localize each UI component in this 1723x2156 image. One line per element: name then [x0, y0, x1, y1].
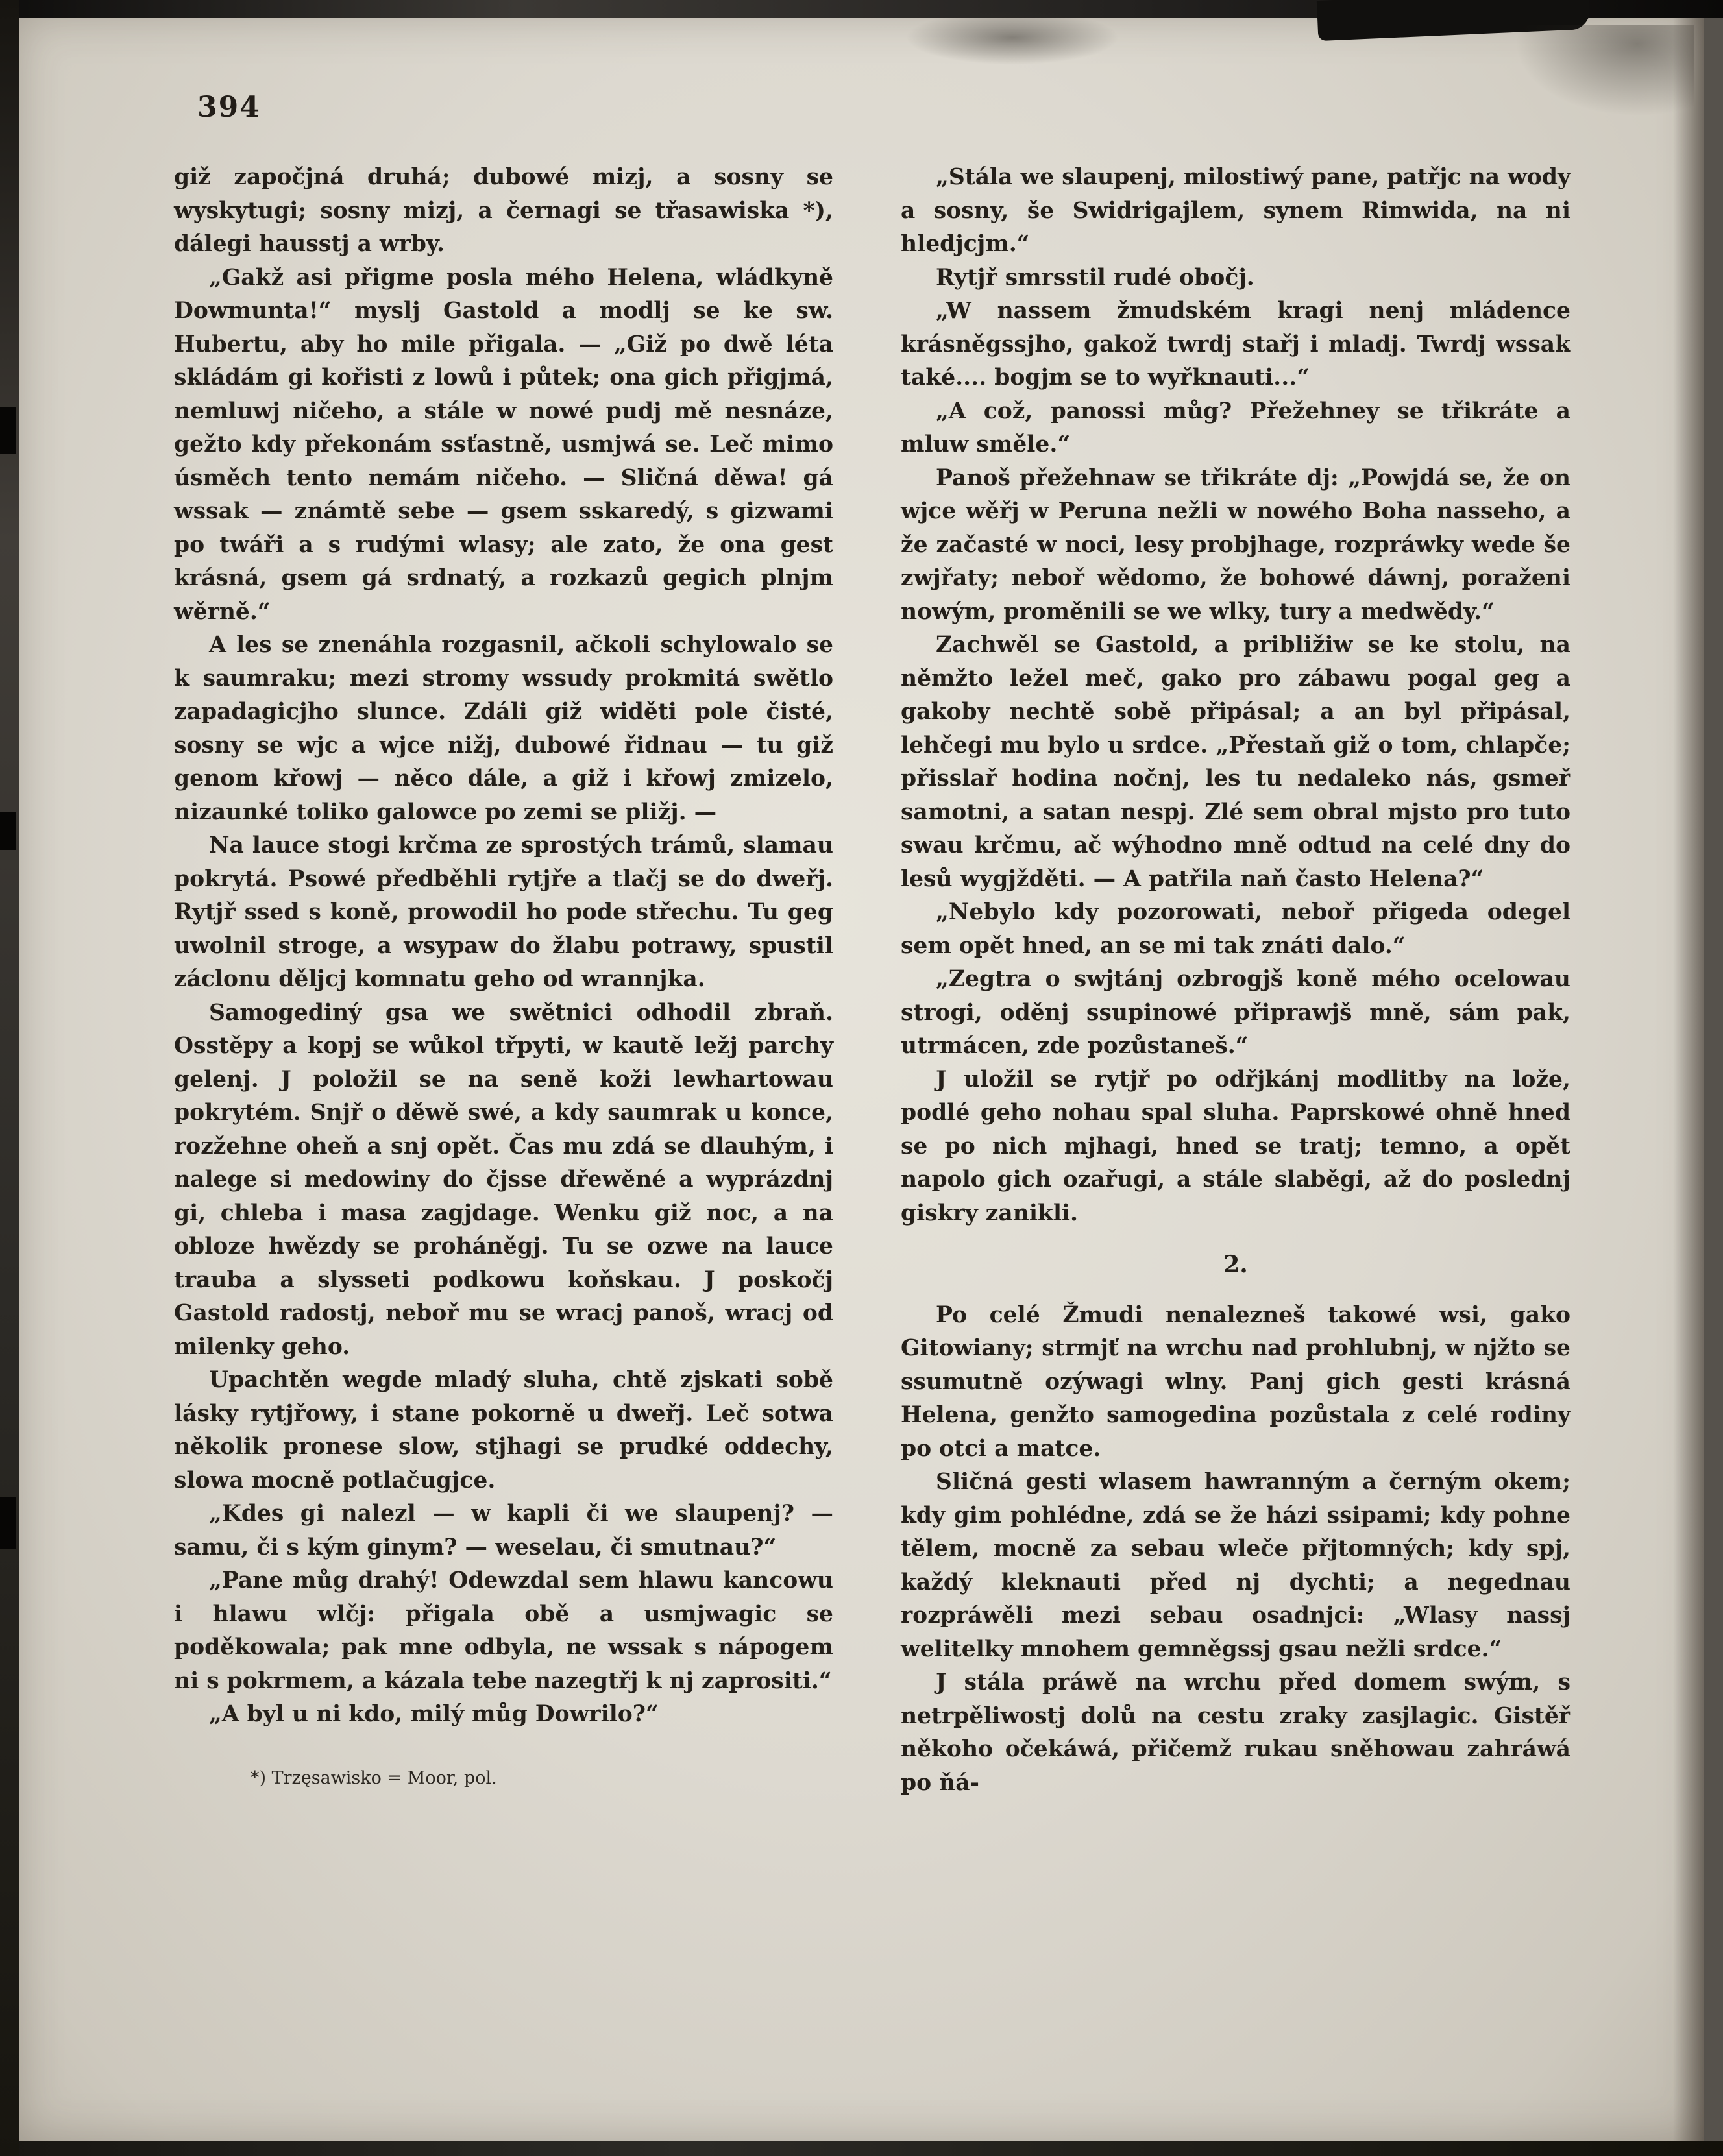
paragraph: „Kdes gi nalezl — w kapli či we slaupenj? — samu, či s kým ginym? — weselau, či smutnau?“: [174, 1501, 833, 1560]
paragraph: „A což, panossi můg? Přežehney se třikráte a mluw směle.“: [901, 398, 1570, 457]
paragraph: A les se znenáhla rozgasnil, ačkoli schylowalo se k saumraku; mezi stromy wssudy prokmitá swětlo zapadagicjho slunce. Zdáli giž widěti pole čisté, sosny se wjc a wjce nižj, dubowé řidnau — tu giž genom křowj — něco dále, a giž i křowj zmizelo, nizaunké toliko galowce po zemi se pližj. —: [174, 632, 833, 825]
paragraph: Upachtěn wegde mladý sluha, chtě zjskati sobě lásky rytjřowy, i stane pokorně u dweřj. Leč sotwa několik pronese slow, stjhagi se prudké oddechy, slowa mocně potlačugjce.: [174, 1367, 833, 1494]
paragraph: Zachwěl se Gastold, a približiw se ke stolu, na němžto ležel meč, gako pro zábawu pogal geg a gakoby nechtě sobě připásal; a an byl připásal, lehčegi mu bylo u srdce. „Přestaň giž o tom, chlapče; přisslař hodina nočnj, les tu nedaleko nás, gsmeř samotni, a satan nespj. Zlé sem obral mjsto pro tuto swau krčmu, ač wýhodno mně odtud na celé dny do lesů wygjžděti. — A patřila naň často Helena?“: [901, 632, 1570, 892]
paragraph: J uložil se rytjř po odřjkánj modlitby na lože, podlé geho nohau spal sluha. Paprskowé ohně hned se po nich mjhagi, hned se tratj; temno, a opět napolo gich ozařugi, a stále slaběgi, až do poslednj giskry zanikli.: [901, 1066, 1570, 1226]
paragraph: Na lauce stogi krčma ze sprostých trámů, slamau pokrytá. Psowé předběhli rytjře a tlačj se do dweřj. Rytjř ssed s koně, prowodil ho pode střechu. Tu geg uwolnil stroge, a wsypaw do žlabu potrawy, spustil záclonu děljcj komnatu geho od wrannjka.: [174, 832, 833, 992]
left-column: [174, 161, 833, 1790]
scan-artifact-tick: [0, 407, 16, 454]
scan-edge-left: [0, 0, 19, 2156]
scan-artifact-shadow: [1506, 25, 1694, 122]
paragraph: giž započjná druhá; dubowé mizj, a sosny se wyskytugi; sosny mizj, a černagi se třasawiska *), dálegi hausstj a wrby.: [174, 164, 833, 257]
paragraph: Po celé Žmudi nenalezneš takowé wsi, gako Gitowiany; strmjť na wrchu nad prohlubnj, w njžto se ssumutně ozýwagi wlny. Panj gich gesti krásná Helena, genžto samogedina pozůstala z celé rodiny po otci a matce.: [901, 1302, 1570, 1462]
scan-artifact-smudge: [905, 10, 1119, 65]
section-heading: 2.: [1223, 1251, 1248, 1278]
footnote: *) Trzęsawisko = Moor, pol.: [251, 1767, 497, 1788]
paragraph: „Zegtra o swjtánj ozbrogjš koně mého ocelowau strogi, oděnj ssupinowé připrawjš mně, sám pak, utrmácen, zde pozůstaneš.“: [901, 966, 1570, 1059]
paragraph: Sličná gesti wlasem hawranným a černým okem; kdy gim pohlédne, zdá se že házi ssipami; kdy pohne tělem, mocně za sebau wleče přjtomných; kdy spj, každý kleknauti před nj dychti; a negednau rozpráwěli mezi sebau osadnjci: „Wlasy nassj welitelky mnohem gemněgssj gsau nežli srdce.“: [901, 1469, 1570, 1662]
scan-edge-bottom: [0, 2141, 1723, 2156]
paragraph: J stála práwě na wrchu před domem swým, s netrpěliwostj dolů na cestu zraky zasjlagic. Gistěř někoho očekáwá, přičemž rukau sněhowau zahráwá po ňá-: [901, 1669, 1570, 1796]
scan-artifact-tick: [0, 812, 16, 850]
paragraph: Samogediný gsa we swětnici odhodil zbraň. Osstěpy a kopj se wůkol třpyti, w kautě ležj parchy gelenj. J položil se na seně koži lewhartowau pokrytém. Snjř o děwě swé, a kdy saumrak u konce, rozžehne oheň a snj opět. Čas mu zdá se dlauhým, i nalege si medowiny do čjsse dřewěné a wyprázdnj gi, chleba i masa zagjdage. Wenku giž noc, a na obloze hwězdy se proháněgj. Tu se ozwe na lauce trauba a slysseti podkowu koňskau. J poskočj Gastold radostj, neboř mu se wracj panoš, wracj od milenky geho.: [174, 999, 833, 1360]
scan-artifact-tick: [0, 1497, 16, 1549]
book-page: [17, 16, 1704, 2141]
paragraph: Panoš přežehnaw se třikráte dj: „Powjdá se, že on wjce wěřj w Peruna nežli w nowého Boha nasseho, a že začasté w noci, lesy probjhage, rozpráwky wede še zwjřaty; neboř wědomo, že bohowé dáwnj, poraženi nowým, proměnili se we wlky, tury a medwědy.“: [901, 465, 1570, 625]
page-number: 394: [197, 91, 261, 124]
paragraph: „Nebylo kdy pozorowati, neboř přigeda odegel sem opět hned, an se mi tak znáti dalo.“: [901, 899, 1570, 959]
paragraph: „Gakž asi přigme posla mého Helena, wládkyně Dowmunta!“ myslj Gastold a modlj se ke sw. Hubertu, aby ho mile přigala. — „Giž po dwě léta skládám gi kořisti z lowů i půtek; ona gich přigjmá, nemluwj ničeho, a stále w nowé pudj mě nesnáze, gežto kdy překonám ssťastně, usmjwá se. Leč mimo úsměch tento nemám ničeho. — Sličná děwa! gá wssak — známtě sebe — gsem sskaredý, s gizwami po twáři a s rudými wlasy; ale zato, že ona gest krásná, gsem gá srdnatý, a rozkazů gegich plnjm wěrně.“: [174, 264, 833, 625]
paragraph: „Pane můg drahý! Odewzdal sem hlawu kancowu i hlawu wlčj: přigala obě a usmjwagic se poděkowala; pak mne odbyla, ne wssak s nápogem ni s pokrmem, a kázala tebe nazegtřj k nj zaprositi.“: [174, 1568, 833, 1694]
paragraph: „A byl u ni kdo, milý můg Dowrilo?“: [209, 1701, 659, 1727]
paragraph: „W nassem žmudském kragi nenj mládence krásněgssjho, gakož twrdj stařj i mladj. Twrdj wssak také.... bogjm se to wyřknauti...“: [901, 298, 1570, 391]
right-column: [901, 161, 1570, 1800]
paragraph: Rytjř smrsstil rudé obočj.: [936, 264, 1254, 291]
page-edge-shadow: [1673, 16, 1704, 2141]
paragraph: „Stála we slaupenj, milostiwý pane, patřjc na wody a sosny, še Swidrigajlem, synem Rimwida, na ni hledjcjm.“: [901, 164, 1570, 257]
